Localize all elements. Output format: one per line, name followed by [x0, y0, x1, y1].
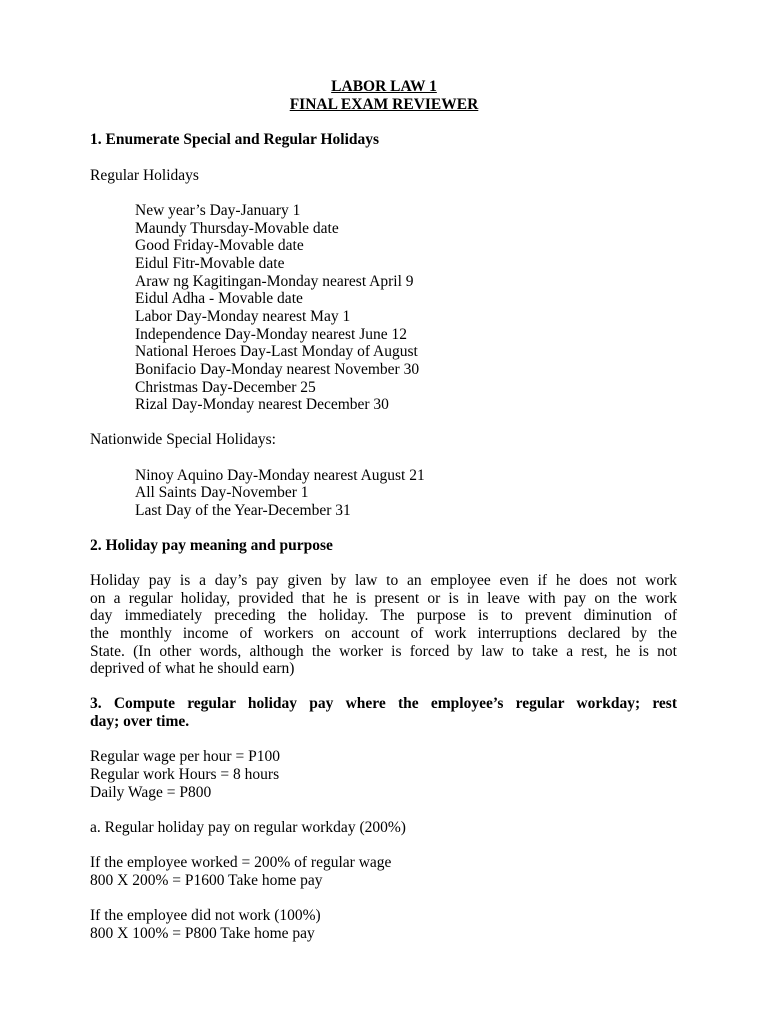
regular-holidays-label: Regular Holidays: [90, 167, 199, 184]
list-item: Good Friday-Movable date: [135, 237, 304, 254]
given-line: Daily Wage = P800: [90, 784, 212, 801]
computation-line: 800 X 200% = P1600 Take home pay: [90, 872, 323, 889]
subsection-a-heading: a. Regular holiday pay on regular workday (200%): [90, 819, 406, 836]
list-item: Araw ng Kagitingan-Monday nearest April 9: [135, 273, 414, 290]
section-3-heading-cont: day; over time.: [90, 713, 190, 730]
paragraph-line: day immediately preceding the holiday. The purpose is to prevent diminution of: [90, 607, 677, 624]
computation-line: If the employee did not work (100%): [90, 907, 321, 924]
given-line: Regular wage per hour = P100: [90, 748, 280, 765]
list-item: Last Day of the Year-December 31: [135, 502, 351, 519]
list-item: National Heroes Day-Last Monday of August: [135, 343, 418, 360]
computation-line: 800 X 100% = P800 Take home pay: [90, 925, 315, 942]
list-item: Labor Day-Monday nearest May 1: [135, 308, 351, 325]
paragraph-line: the monthly income of workers on account of work interruptions declared by the: [90, 625, 677, 642]
list-item: New year’s Day-January 1: [135, 202, 301, 219]
document-title: LABOR LAW 1: [331, 78, 437, 95]
list-item: Christmas Day-December 25: [135, 379, 316, 396]
document-subtitle: FINAL EXAM REVIEWER: [289, 96, 479, 113]
list-item: Rizal Day-Monday nearest December 30: [135, 396, 389, 413]
list-item: Ninoy Aquino Day-Monday nearest August 21: [135, 467, 425, 484]
section-1-heading: 1. Enumerate Special and Regular Holidays: [90, 131, 380, 148]
section-3-heading: 3. Compute regular holiday pay where the employee’s regular workday; rest: [90, 695, 677, 712]
list-item: Maundy Thursday-Movable date: [135, 220, 339, 237]
list-item: Eidul Adha - Movable date: [135, 290, 303, 307]
paragraph-line: on a regular holiday, provided that he is present or is in leave with pay on the work: [90, 590, 677, 607]
special-holidays-label: Nationwide Special Holidays:: [90, 431, 276, 448]
list-item: Bonifacio Day-Monday nearest November 30: [135, 361, 420, 378]
paragraph-line: Holiday pay is a day’s pay given by law to an employee even if he does not work: [90, 572, 677, 589]
list-item: Eidul Fitr-Movable date: [135, 255, 285, 272]
paragraph-line: State. (In other words, although the worker is forced by law to take a rest, he is not: [90, 643, 677, 660]
given-line: Regular work Hours = 8 hours: [90, 766, 280, 783]
list-item: Independence Day-Monday nearest June 12: [135, 326, 408, 343]
computation-line: If the employee worked = 200% of regular wage: [90, 854, 392, 871]
section-2-heading: 2. Holiday pay meaning and purpose: [90, 537, 333, 554]
list-item: All Saints Day-November 1: [135, 484, 309, 501]
paragraph-line: deprived of what he should earn): [90, 660, 295, 677]
